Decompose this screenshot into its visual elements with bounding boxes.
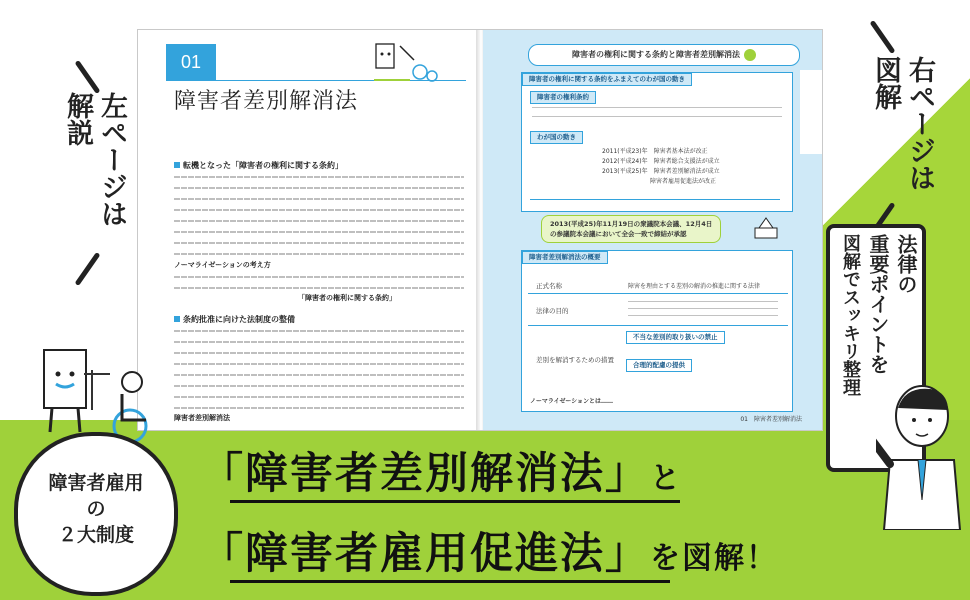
timeline-2013a: 2013(平成25)年 障害者差別解消法が成立 (602, 168, 720, 175)
right-page-callout: 右ページは図解 (870, 56, 935, 191)
two-systems-badge (14, 432, 178, 596)
row-value-formal-name: 障害を理由とする差別の解消の推進に関する法律 (628, 283, 761, 290)
convention-description (532, 107, 782, 125)
tag-convention: 障害者の権利条約 (530, 91, 596, 104)
row-label-formal-name: 正式名称 (536, 282, 562, 290)
chapter-number: 01 (166, 44, 216, 80)
act-overview-title: 障害者差別解消法の概要 (522, 251, 608, 264)
ratification-line-2: の参議院本会議において全会一致で締結が承認 (550, 230, 687, 238)
chapter-title: 障害者差別解消法 (174, 89, 359, 114)
headline-conjunction: と (650, 461, 682, 496)
headline-line-1 (200, 440, 682, 501)
side-index-tab (800, 70, 822, 154)
headline-act-2: 「障害者雇用促進法」 (200, 529, 650, 579)
ratification-line-1: 2013(平成25)年11月19日の衆議院本会議、12月4日 (550, 220, 713, 228)
timeline-2012: 2012(平成24)年 障害者総合支援法が成立 (602, 158, 720, 165)
bubble-col-3: 図解でスッキリ整理 (840, 234, 861, 396)
table-row (528, 297, 788, 326)
convention-box (521, 72, 793, 212)
slash-mark (75, 60, 101, 94)
table-row (528, 329, 788, 391)
diet-building-icon (751, 216, 781, 242)
tag-reasonable-accommodation: 合理的配慮の提供 (626, 359, 692, 372)
bold-phrase-act: 障害者差別解消法 (174, 414, 230, 422)
bold-phrase-normalization: ノーマライゼーションの考え方 (174, 261, 271, 269)
timeline-2013b: 障害者雇用促進法が改正 (602, 178, 717, 185)
right-page-footer: 01 障害者差別解消法 (740, 416, 802, 423)
row-label-measures: 差別を解消するための措置 (536, 356, 614, 364)
badge-line-3: ２大制度 (57, 524, 134, 546)
convention-box-title: 障害者の権利に関する条約をふまえてのわが国の動き (522, 73, 692, 86)
body-text-1 (174, 171, 464, 259)
bubble-col-2: 重要ポイントを (866, 234, 890, 374)
tag-japan-moves: わが国の動き (530, 131, 583, 144)
normalization-label: ノーマライゼーションとは…… (530, 398, 613, 405)
left-page (138, 30, 480, 430)
section-heading-2: 条約批准に向けた法制度の整備 (174, 314, 295, 325)
slash-mark (75, 252, 101, 286)
timeline-2011: 2011(平成23)年 障害者基本法が改正 (602, 148, 708, 155)
gavel-character-illustration (370, 38, 440, 88)
left-page-callout: 左ページは解説 (62, 92, 127, 227)
table-row (528, 279, 788, 294)
badge-line-1: 障害者雇用 (48, 472, 144, 494)
section-heading-1: 転機となった「障害者の権利に関する条約」 (174, 160, 343, 171)
ratification-note (541, 215, 721, 243)
headline-tail: を図解！ (650, 541, 778, 576)
headline-line-2 (200, 520, 778, 581)
headline-underline-2 (230, 580, 670, 583)
act-overview-box (521, 250, 793, 412)
bold-phrase-convention: 「障害者の権利に関する条約」 (298, 294, 396, 302)
timeline-divider (530, 199, 780, 200)
row-label-purpose: 法律の目的 (536, 307, 569, 315)
row-value-purpose (628, 301, 778, 321)
badge-line-2: の (86, 498, 106, 520)
right-page-header: 障害者の権利に関する条約と障害者差別解消法 (528, 44, 800, 66)
body-text-3 (174, 325, 464, 413)
book-spread (138, 30, 822, 430)
pointing-man-illustration (876, 380, 966, 530)
headline-act-1: 「障害者差別解消法」 (200, 449, 650, 499)
headline-underline-1 (230, 500, 680, 503)
right-page (483, 30, 822, 430)
body-text-2 (174, 271, 464, 293)
bubble-col-1: 法律の (894, 234, 918, 294)
tag-unfair-treatment: 不当な差別的取り扱いの禁止 (626, 331, 725, 344)
